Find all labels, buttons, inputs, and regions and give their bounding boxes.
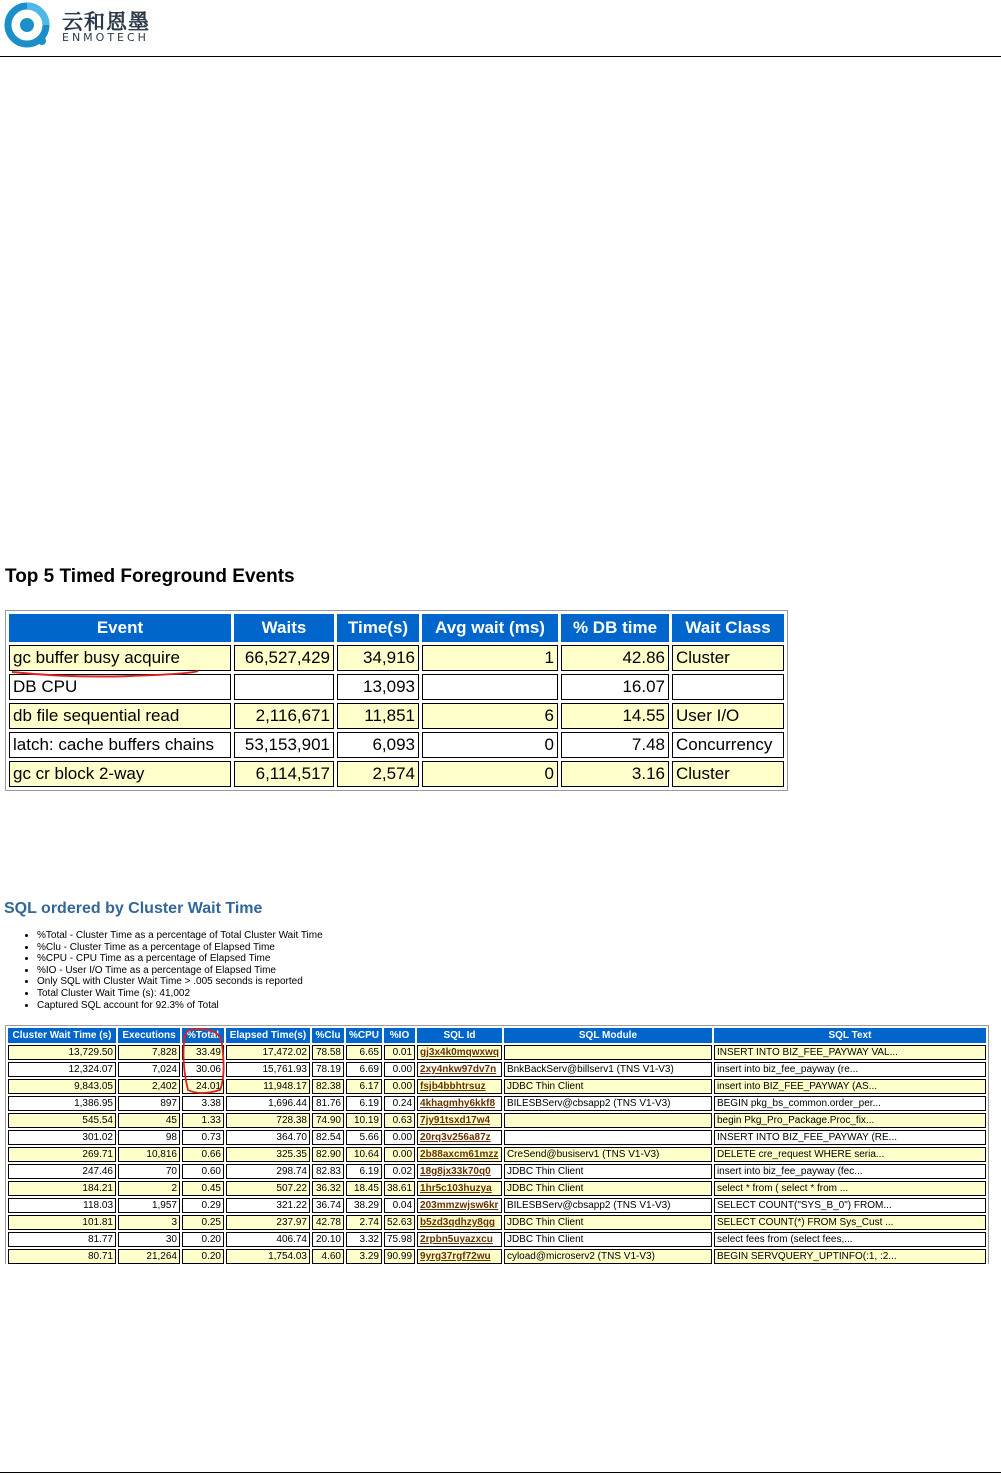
table-row <box>9 732 784 758</box>
pct-cpu-cell: 38.29 <box>346 1198 382 1213</box>
column-header-sql-module: SQL Module <box>504 1028 712 1043</box>
brand-name-chinese: 云和恩墨 <box>62 10 150 34</box>
cluster-wait-cell: 247.46 <box>8 1164 116 1179</box>
column-header-executions: Executions <box>118 1028 180 1043</box>
page-header <box>0 0 1001 57</box>
waits-cell: 2,116,671 <box>234 703 334 729</box>
pct-total-cell: 0.20 <box>182 1249 224 1264</box>
sql-id-link[interactable]: 2rpbn5uyazxcu <box>420 1234 493 1245</box>
event-cell: db file sequential read <box>9 703 231 729</box>
sql-module-cell: JDBC Thin Client <box>504 1181 712 1196</box>
table-row <box>8 1062 986 1077</box>
sql-id-cell <box>417 1249 502 1264</box>
sql-id-cell <box>417 1147 502 1162</box>
cluster-wait-cell: 13,729.50 <box>8 1045 116 1060</box>
wait-class-cell: Concurrency <box>672 732 784 758</box>
pct-total-cell: 33.49 <box>182 1045 224 1060</box>
sql-module-cell: BILESBServ@cbsapp2 (TNS V1-V3) <box>504 1096 712 1111</box>
pct-cpu-cell: 10.19 <box>346 1113 382 1128</box>
pct-io-cell: 0.02 <box>384 1164 415 1179</box>
pct-cpu-cell: 6.19 <box>346 1096 382 1111</box>
sql-id-link[interactable]: 4khagmhy6kkf8 <box>420 1098 496 1109</box>
sql-module-cell: JDBC Thin Client <box>504 1215 712 1230</box>
avg-wait-cell: 0 <box>422 761 558 787</box>
elapsed-cell: 728.38 <box>226 1113 310 1128</box>
column-header-elapsed: Elapsed Time(s) <box>226 1028 310 1043</box>
elapsed-cell: 237.97 <box>226 1215 310 1230</box>
sql-module-cell <box>504 1130 712 1145</box>
time-cell: 13,093 <box>337 674 419 700</box>
sql-text-cell: insert into biz_fee_payway (fec... <box>714 1164 986 1179</box>
pct-io-cell: 38.61 <box>384 1181 415 1196</box>
pct-cpu-cell: 6.19 <box>346 1164 382 1179</box>
wait-class-cell: Cluster <box>672 761 784 787</box>
table-row <box>8 1198 986 1213</box>
event-cell: gc buffer busy acquire <box>9 645 231 671</box>
pct-clu-cell: 36.74 <box>312 1198 344 1213</box>
pct-io-cell: 0.00 <box>384 1062 415 1077</box>
sql-module-cell: BILESBServ@cbsapp2 (TNS V1-V3) <box>504 1198 712 1213</box>
waits-cell: 53,153,901 <box>234 732 334 758</box>
top5-header-row <box>9 614 784 642</box>
executions-cell: 7,024 <box>118 1062 180 1077</box>
pct-io-cell: 52.63 <box>384 1215 415 1230</box>
pct-total-cell: 0.45 <box>182 1181 224 1196</box>
elapsed-cell: 507.22 <box>226 1181 310 1196</box>
sql-text-cell: INSERT INTO BIZ_FEE_PAYWAY VAL... <box>714 1045 986 1060</box>
table-row <box>8 1045 986 1060</box>
column-header-waits: Waits <box>234 614 334 642</box>
executions-cell: 2 <box>118 1181 180 1196</box>
sql-id-link[interactable]: 9yrg37rgf72wu <box>420 1251 491 1262</box>
pct-cpu-cell: 6.17 <box>346 1079 382 1094</box>
pct-total-cell: 0.60 <box>182 1164 224 1179</box>
time-cell: 34,916 <box>337 645 419 671</box>
sql-text-cell: SELECT COUNT("SYS_B_0") FROM... <box>714 1198 986 1213</box>
db-time-cell: 16.07 <box>561 674 669 700</box>
waits-cell: 66,527,429 <box>234 645 334 671</box>
sql-text-cell: select * from ( select * from ... <box>714 1181 986 1196</box>
pct-total-cell: 0.20 <box>182 1232 224 1247</box>
column-header-time: Time(s) <box>337 614 419 642</box>
notes-list <box>20 930 323 1011</box>
executions-cell: 10,816 <box>118 1147 180 1162</box>
elapsed-cell: 321.22 <box>226 1198 310 1213</box>
executions-cell: 2,402 <box>118 1079 180 1094</box>
sql-id-link[interactable]: 20rq3v256a87z <box>420 1132 491 1143</box>
sql-id-link[interactable]: 203mmzwjsw6kr <box>420 1200 499 1211</box>
time-cell: 2,574 <box>337 761 419 787</box>
elapsed-cell: 298.74 <box>226 1164 310 1179</box>
list-item: • %IO - User I/O Time as a percentage of Elapsed Time <box>37 965 323 977</box>
event-cell: gc cr block 2-way <box>9 761 231 787</box>
db-time-cell: 7.48 <box>561 732 669 758</box>
sql-id-cell <box>417 1181 502 1196</box>
sql-module-cell: CreSend@busiserv1 (TNS V1-V3) <box>504 1147 712 1162</box>
sql-text-cell: BEGIN SERVQUERY_UPTINFO(:1, :2... <box>714 1249 986 1264</box>
pct-clu-cell: 74.90 <box>312 1113 344 1128</box>
cluster-wait-cell: 184.21 <box>8 1181 116 1196</box>
event-cell: latch: cache buffers chains <box>9 732 231 758</box>
list-item: • Only SQL with Cluster Wait Time > .005 seconds is reported <box>37 976 323 988</box>
pct-io-cell: 0.00 <box>384 1079 415 1094</box>
column-header-pct-total: %Total <box>182 1028 224 1043</box>
enmotech-logo-icon <box>4 2 50 48</box>
db-time-cell: 42.86 <box>561 645 669 671</box>
table-row <box>8 1130 986 1145</box>
sql-header-row <box>8 1028 986 1043</box>
pct-clu-cell: 82.38 <box>312 1079 344 1094</box>
cluster-wait-cell: 81.77 <box>8 1232 116 1247</box>
pct-io-cell: 0.00 <box>384 1147 415 1162</box>
footer-divider <box>0 1472 1001 1473</box>
pct-io-cell: 90.99 <box>384 1249 415 1264</box>
table-row <box>9 703 784 729</box>
column-header-event: Event <box>9 614 231 642</box>
avg-wait-cell: 6 <box>422 703 558 729</box>
sql-text-cell: select fees from (select fees,... <box>714 1232 986 1247</box>
sql-cluster-wait-table <box>5 1025 989 1264</box>
list-item: • %CPU - CPU Time as a percentage of Elapsed Time <box>37 953 323 965</box>
elapsed-cell: 1,754.03 <box>226 1249 310 1264</box>
sql-module-cell: BnkBackServ@billserv1 (TNS V1-V3) <box>504 1062 712 1077</box>
sql-table-clip <box>0 1020 1001 1264</box>
executions-cell: 3 <box>118 1215 180 1230</box>
table-row <box>9 645 784 671</box>
pct-total-cell: 30.06 <box>182 1062 224 1077</box>
column-header-pct-cpu: %CPU <box>346 1028 382 1043</box>
pct-clu-cell: 20.10 <box>312 1232 344 1247</box>
sql-id-cell <box>417 1164 502 1179</box>
brand-name-english: ENMOTECH <box>62 31 149 44</box>
executions-cell: 21,264 <box>118 1249 180 1264</box>
elapsed-cell: 1,696.44 <box>226 1096 310 1111</box>
column-header-db-time: % DB time <box>561 614 669 642</box>
sql-id-link[interactable]: 2xy4nkw97dv7n <box>420 1064 497 1075</box>
pct-clu-cell: 78.19 <box>312 1062 344 1077</box>
time-cell: 11,851 <box>337 703 419 729</box>
executions-cell: 30 <box>118 1232 180 1247</box>
waits-cell: 6,114,517 <box>234 761 334 787</box>
wait-class-cell: User I/O <box>672 703 784 729</box>
elapsed-cell: 325.35 <box>226 1147 310 1162</box>
event-cell: DB CPU <box>9 674 231 700</box>
pct-clu-cell: 78.58 <box>312 1045 344 1060</box>
table-row <box>8 1079 986 1094</box>
wait-class-cell <box>672 674 784 700</box>
sql-module-cell: JDBC Thin Client <box>504 1164 712 1179</box>
table-row <box>8 1215 986 1230</box>
sql-id-link[interactable]: 2b88axcm61mzz <box>420 1149 499 1160</box>
table-row <box>9 674 784 700</box>
elapsed-cell: 406.74 <box>226 1232 310 1247</box>
sql-text-cell: insert into biz_fee_payway (re... <box>714 1062 986 1077</box>
pct-cpu-cell: 18.45 <box>346 1181 382 1196</box>
cluster-wait-cell: 9,843.05 <box>8 1079 116 1094</box>
cluster-wait-cell: 301.02 <box>8 1130 116 1145</box>
cluster-wait-cell: 118.03 <box>8 1198 116 1213</box>
list-item: • %Clu - Cluster Time as a percentage of Elapsed Time <box>37 942 323 954</box>
executions-cell: 1,957 <box>118 1198 180 1213</box>
column-header-avg-wait: Avg wait (ms) <box>422 614 558 642</box>
elapsed-cell: 364.70 <box>226 1130 310 1145</box>
table-row <box>8 1096 986 1111</box>
elapsed-cell: 11,948.17 <box>226 1079 310 1094</box>
pct-cpu-cell: 3.32 <box>346 1232 382 1247</box>
executions-cell: 70 <box>118 1164 180 1179</box>
avg-wait-cell: 1 <box>422 645 558 671</box>
cluster-wait-cell: 12,324.07 <box>8 1062 116 1077</box>
pct-total-cell: 3.38 <box>182 1096 224 1111</box>
pct-clu-cell: 82.54 <box>312 1130 344 1145</box>
pct-cpu-cell: 10.64 <box>346 1147 382 1162</box>
avg-wait-cell: 0 <box>422 732 558 758</box>
list-item: • Total Cluster Wait Time (s): 41,002 <box>37 988 323 1000</box>
pct-cpu-cell: 6.69 <box>346 1062 382 1077</box>
table-row <box>8 1249 986 1264</box>
table-row <box>9 761 784 787</box>
elapsed-cell: 15,761.93 <box>226 1062 310 1077</box>
pct-cpu-cell: 2.74 <box>346 1215 382 1230</box>
sql-id-cell <box>417 1096 502 1111</box>
sql-id-link[interactable]: 7jy91tsxd17w4 <box>420 1115 491 1126</box>
db-time-cell: 3.16 <box>561 761 669 787</box>
column-header-cluster-wait: Cluster Wait Time (s) <box>8 1028 116 1043</box>
sql-id-link[interactable]: 18g8jx33k70q0 <box>420 1166 491 1177</box>
time-cell: 6,093 <box>337 732 419 758</box>
top5-events-table <box>5 610 788 791</box>
cluster-wait-cell: 80.71 <box>8 1249 116 1264</box>
cluster-wait-cell: 101.81 <box>8 1215 116 1230</box>
table-row <box>8 1181 986 1196</box>
waits-cell <box>234 674 334 700</box>
executions-cell: 98 <box>118 1130 180 1145</box>
executions-cell: 45 <box>118 1113 180 1128</box>
pct-total-cell: 0.29 <box>182 1198 224 1213</box>
sql-id-link[interactable]: gj3x4k0mqwxwq <box>420 1047 499 1058</box>
cluster-wait-cell: 545.54 <box>8 1113 116 1128</box>
sql-id-cell <box>417 1079 502 1094</box>
top5-title: Top 5 Timed Foreground Events <box>5 566 295 587</box>
pct-cpu-cell: 5.66 <box>346 1130 382 1145</box>
sql-module-cell: cyload@microserv2 (TNS V1-V3) <box>504 1249 712 1264</box>
sql-id-link[interactable]: 1hr5c103huzya <box>420 1183 492 1194</box>
pct-io-cell: 0.00 <box>384 1130 415 1145</box>
cluster-wait-cell: 1,386.95 <box>8 1096 116 1111</box>
column-header-wait-class: Wait Class <box>672 614 784 642</box>
sql-text-cell: DELETE cre_request WHERE seria... <box>714 1147 986 1162</box>
table-row <box>8 1113 986 1128</box>
column-header-sql-text: SQL Text <box>714 1028 986 1043</box>
table-row <box>8 1232 986 1247</box>
sql-id-cell <box>417 1045 502 1060</box>
sql-text-cell: begin Pkg_Pro_Package.Proc_fix... <box>714 1113 986 1128</box>
pct-io-cell: 0.24 <box>384 1096 415 1111</box>
pct-io-cell: 0.04 <box>384 1198 415 1213</box>
sql-text-cell: SELECT COUNT(*) FROM Sys_Cust ... <box>714 1215 986 1230</box>
pct-io-cell: 0.63 <box>384 1113 415 1128</box>
wait-class-cell: Cluster <box>672 645 784 671</box>
sql-id-cell <box>417 1113 502 1128</box>
executions-cell: 7,828 <box>118 1045 180 1060</box>
pct-total-cell: 0.25 <box>182 1215 224 1230</box>
pct-io-cell: 0.01 <box>384 1045 415 1060</box>
pct-total-cell: 0.66 <box>182 1147 224 1162</box>
pct-clu-cell: 4.60 <box>312 1249 344 1264</box>
pct-cpu-cell: 3.29 <box>346 1249 382 1264</box>
column-header-pct-io: %IO <box>384 1028 415 1043</box>
sql-id-cell <box>417 1232 502 1247</box>
avg-wait-cell <box>422 674 558 700</box>
sql-text-cell: insert into BIZ_FEE_PAYWAY (AS... <box>714 1079 986 1094</box>
sql-module-cell: JDBC Thin Client <box>504 1232 712 1247</box>
executions-cell: 897 <box>118 1096 180 1111</box>
table-row <box>8 1147 986 1162</box>
pct-total-cell: 24.01 <box>182 1079 224 1094</box>
sql-id-cell <box>417 1130 502 1145</box>
list-item: • %Total - Cluster Time as a percentage of Total Cluster Wait Time <box>37 930 323 942</box>
pct-clu-cell: 36.32 <box>312 1181 344 1196</box>
column-header-sql-id: SQL Id <box>417 1028 502 1043</box>
cluster-wait-cell: 269.71 <box>8 1147 116 1162</box>
sql-id-link[interactable]: b5zd3qdhzy8gg <box>420 1217 496 1228</box>
sql-module-cell: JDBC Thin Client <box>504 1079 712 1094</box>
pct-clu-cell: 42.78 <box>312 1215 344 1230</box>
sql-module-cell <box>504 1113 712 1128</box>
pct-io-cell: 75.98 <box>384 1232 415 1247</box>
elapsed-cell: 17,472.02 <box>226 1045 310 1060</box>
sql-id-link[interactable]: fsjb4bbhtrsuz <box>420 1081 486 1092</box>
sql-id-cell <box>417 1198 502 1213</box>
sql-module-cell <box>504 1045 712 1060</box>
sql-id-cell <box>417 1215 502 1230</box>
column-header-pct-clu: %Clu <box>312 1028 344 1043</box>
list-item: • Captured SQL account for 92.3% of Total <box>37 1000 323 1012</box>
pct-clu-cell: 81.76 <box>312 1096 344 1111</box>
pct-clu-cell: 82.83 <box>312 1164 344 1179</box>
sql-text-cell: INSERT INTO BIZ_FEE_PAYWAY (RE... <box>714 1130 986 1145</box>
db-time-cell: 14.55 <box>561 703 669 729</box>
sql-section-title: SQL ordered by Cluster Wait Time <box>4 900 263 917</box>
pct-clu-cell: 82.90 <box>312 1147 344 1162</box>
sql-text-cell: BEGIN pkg_bs_common.order_per... <box>714 1096 986 1111</box>
pct-total-cell: 1.33 <box>182 1113 224 1128</box>
pct-total-cell: 0.73 <box>182 1130 224 1145</box>
sql-id-cell <box>417 1062 502 1077</box>
table-row <box>8 1164 986 1179</box>
pct-cpu-cell: 6.65 <box>346 1045 382 1060</box>
